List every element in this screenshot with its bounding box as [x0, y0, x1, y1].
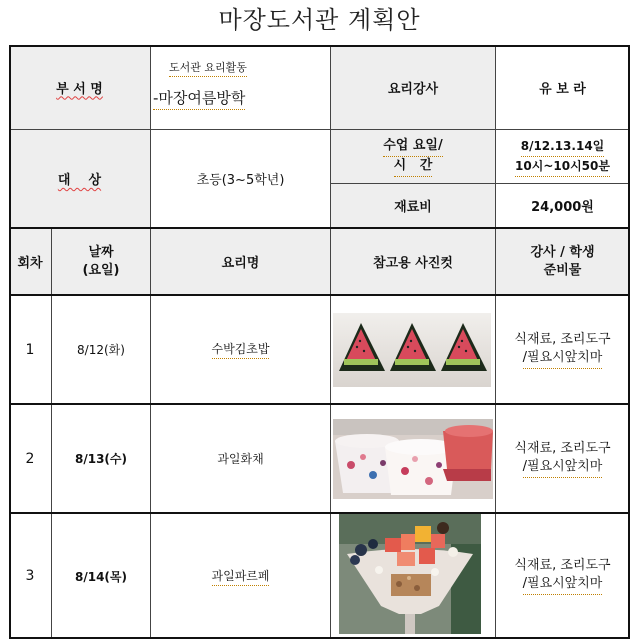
fee-label-cell [331, 184, 496, 228]
instructor-value-cell [496, 45, 630, 130]
watermelon-sushi-photo [333, 313, 491, 387]
header-date [52, 229, 151, 295]
schedule-label-line2: 시 간 [394, 157, 433, 177]
row-2-photo-cell [331, 405, 496, 513]
dept-label-cell [9, 45, 151, 130]
fee-value-cell [496, 184, 630, 228]
row-2-round-value: 2 [25, 450, 35, 467]
target-value: 초등(3~5학년) [196, 173, 285, 188]
row-2-prep-line2: /필요시앞치마 [523, 458, 603, 478]
instructor-value: 유 보 라 [539, 81, 586, 97]
row-2-dish-value: 과일화채 [217, 452, 264, 466]
instructor-label-cell [331, 45, 496, 130]
dept-value-cell [151, 45, 331, 130]
schedule-label-line1: 수업 요일/ [383, 137, 443, 157]
row-2-dish [151, 405, 331, 513]
row-2-round [9, 405, 52, 513]
row-1-date [52, 296, 151, 404]
header-date-line1: 날짜 [88, 244, 114, 260]
row-2-prep-line1: 식재료, 조리도구 [514, 440, 611, 456]
row-1-round-value: 1 [25, 341, 35, 358]
instructor-label: 요리강사 [387, 81, 439, 97]
dept-value-line1: 도서관 요리활동 [169, 59, 247, 77]
row-3-prep-line2: /필요시앞치마 [523, 575, 603, 595]
row-3-photo-cell [331, 514, 496, 639]
header-prep-line2: 준비물 [543, 262, 582, 278]
row-3-round [9, 514, 52, 639]
header-date-line2: (요일) [82, 262, 120, 278]
row-3-dish-value: 과일파르페 [212, 567, 270, 586]
row-1-prep [496, 296, 630, 404]
fruit-punch-photo [333, 419, 493, 499]
page-title: 마장도서관 계획안 [218, 6, 421, 34]
target-value-cell [151, 130, 331, 228]
fruit-parfait-photo [339, 514, 481, 634]
fee-label: 재료비 [394, 200, 432, 215]
row-1-prep-line2: /필요시앞치마 [523, 349, 603, 369]
row-1-dish [151, 296, 331, 404]
row-3-prep-line1: 식재료, 조리도구 [514, 558, 611, 573]
row-3-round-value: 3 [25, 568, 35, 584]
header-dish [151, 229, 331, 295]
schedule-value-cell [496, 130, 630, 184]
row-2-prep [496, 405, 630, 513]
row-2-date [52, 405, 151, 513]
dept-value-line2: -마장여름방학 [153, 87, 245, 110]
row-1-prep-line1: 식재료, 조리도구 [514, 331, 611, 347]
fee-value: 24,000원 [531, 200, 594, 215]
target-label-cell [9, 130, 151, 228]
row-3-dish [151, 514, 331, 639]
schedule-label-cell [331, 130, 496, 184]
row-3-date-value: 8/14(목) [75, 569, 127, 584]
header-prep [496, 229, 630, 295]
dept-label: 부 서 명 [56, 81, 103, 97]
header-prep-line1: 강사 / 학생 [530, 244, 595, 260]
schedule-value-line2: 10시~10시50분 [515, 157, 610, 177]
header-dish-label: 요리명 [221, 256, 260, 271]
header-round-label: 회차 [17, 256, 43, 271]
target-label: 대 상 [57, 173, 102, 188]
header-photo [331, 229, 496, 295]
row-1-round [9, 296, 52, 404]
header-round [9, 229, 52, 295]
row-1-dish-value: 수박김초밥 [212, 340, 270, 359]
row-2-date-value: 8/13(수) [75, 452, 127, 466]
row-1-date-value: 8/12(화) [77, 343, 125, 357]
schedule-value-line1: 8/12.13.14일 [521, 137, 605, 157]
row-1-photo-cell [331, 296, 496, 404]
header-photo-label: 참고용 사진컷 [373, 256, 453, 271]
row-3-prep [496, 514, 630, 639]
row-3-date [52, 514, 151, 639]
plan-table [9, 45, 630, 639]
